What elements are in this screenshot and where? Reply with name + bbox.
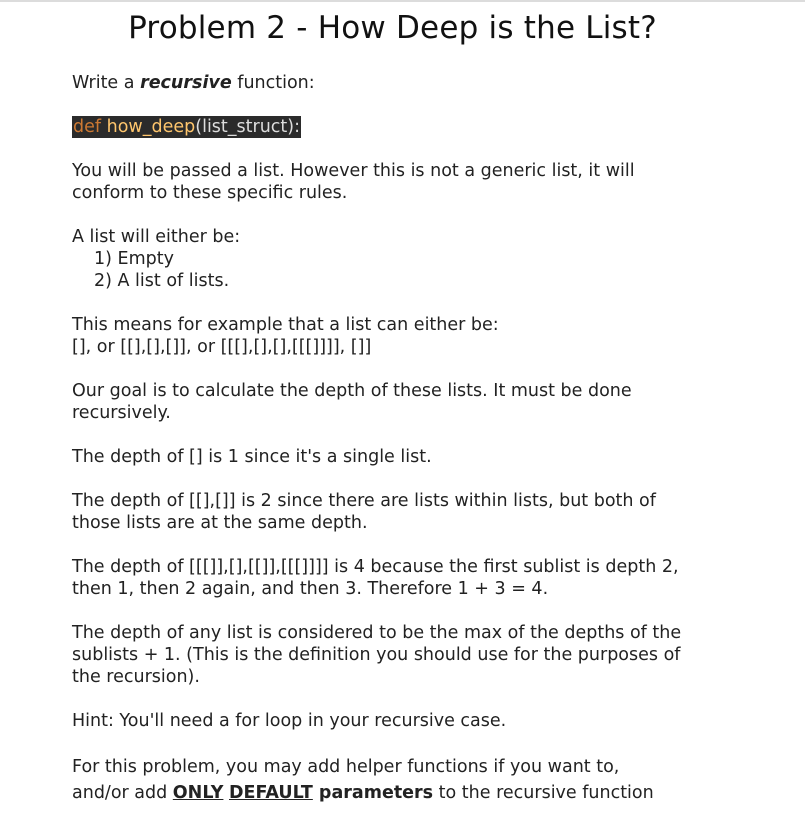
rule-item-list-of-lists: 2) A list of lists.	[94, 271, 230, 291]
description-paragraph: You will be passed a list. However this is not a generic list, it will conform to these specific rules.	[72, 161, 635, 203]
rules-heading: A list will either be:	[72, 227, 241, 247]
top-divider	[0, 0, 805, 2]
depth-example-2: The depth of [[],[]] is 2 since there are lists within lists, but both of those lists are at the same depth.	[72, 491, 656, 533]
goal-paragraph: Our goal is to calculate the depth of these lists. It must be done recursively.	[72, 381, 632, 423]
definition-paragraph: The depth of any list is considered to be the max of the depths of the sublists + 1. (This is the definition you should use for the purposes of the recursion).	[72, 623, 682, 687]
recursive-emphasis: recursive	[140, 73, 232, 93]
rule-item-empty: 1) Empty	[94, 249, 174, 269]
page-title: Problem 2 - How Deep is the List?	[128, 10, 657, 46]
code-snippet: def how_deep(list_struct):	[73, 117, 301, 137]
hint-line: Hint: You'll need a for loop in your recursive case.	[72, 711, 507, 731]
intro-line: Write a recursive function:	[72, 73, 315, 93]
example-paragraph: This means for example that a list can either be: [], or [[],[],[]], or [[[],[],[],[[[]]]], []]	[72, 315, 499, 357]
depth-example-3: The depth of [[[]],[],[[]],[[[]]]] is 4 because the first sublist is depth 2, then 1, then 2 again, and then 3. Therefore 1 + 3 = 4.	[72, 557, 679, 599]
problem-body	[72, 72, 772, 806]
parameters-emphasis: parameters	[312, 783, 434, 803]
only-emphasis: ONLY	[172, 783, 224, 803]
default-emphasis: DEFAULT	[229, 783, 313, 803]
helper-paragraph: For this problem, you may add helper functions if you want to, and/or add ONLY DEFAULT parameters to the recursive function	[72, 757, 654, 803]
function-signature	[72, 116, 772, 138]
depth-example-1: The depth of [] is 1 since it's a single list.	[72, 447, 432, 467]
example-lists: [], or [[],[],[]], or [[[],[],[],[[[]]]], []]	[72, 337, 372, 357]
